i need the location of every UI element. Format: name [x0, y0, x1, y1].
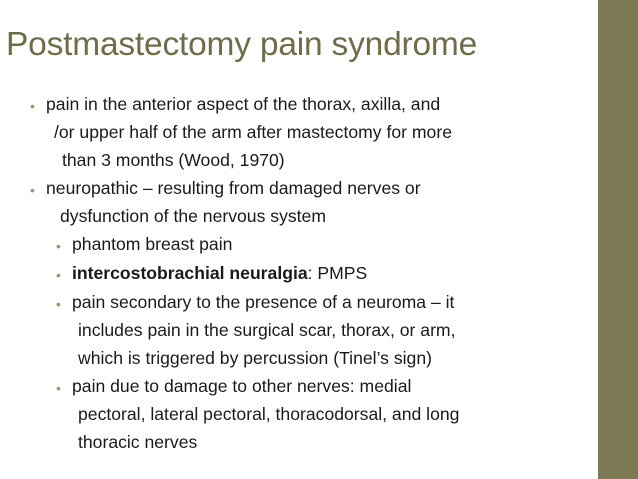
decorative-side-bar	[598, 0, 638, 479]
sub-bullet-neuroma-line-3: which is triggered by percussion (Tinel’s sign)	[78, 348, 432, 368]
bullet-2-line-2: dysfunction of the nervous system	[60, 206, 326, 226]
icbn-rest: : PMPS	[307, 263, 368, 283]
sub-bullet-icbn	[72, 265, 367, 283]
sub-bullet-other-nerves-line-3: thoracic nerves	[78, 432, 198, 452]
bullet-1-line-3: than 3 months (Wood, 1970)	[62, 150, 285, 170]
icbn-term: intercostobrachial neuralgia	[72, 263, 308, 283]
sub-bullet-icon: •	[56, 380, 61, 396]
slide-title: Postmastectomy pain syndrome	[6, 26, 478, 63]
sub-bullet-icon: •	[56, 267, 61, 283]
bullet-icon: •	[30, 182, 35, 198]
sub-bullet-other-nerves-line-1: pain due to damage to other nerves: medial	[72, 376, 412, 396]
bullet-1-line-1: pain in the anterior aspect of the thorax, axilla, and	[46, 94, 441, 114]
bullet-1-line-2: /or upper half of the arm after mastectomy for more	[54, 122, 452, 142]
sub-bullet-neuroma-line-1: pain secondary to the presence of a neuroma – it	[72, 292, 455, 312]
bullet-icon: •	[30, 98, 35, 114]
sub-bullet-phantom: phantom breast pain	[72, 234, 233, 254]
sub-bullet-icon: •	[56, 296, 61, 312]
sub-bullet-neuroma-line-2: includes pain in the surgical scar, thorax, or arm,	[78, 320, 456, 340]
bullet-2-line-1: neuropathic – resulting from damaged nerves or	[46, 178, 421, 198]
sub-bullet-other-nerves-line-2: pectoral, lateral pectoral, thoracodorsal, and long	[78, 404, 460, 424]
sub-bullet-icon: •	[56, 238, 61, 254]
